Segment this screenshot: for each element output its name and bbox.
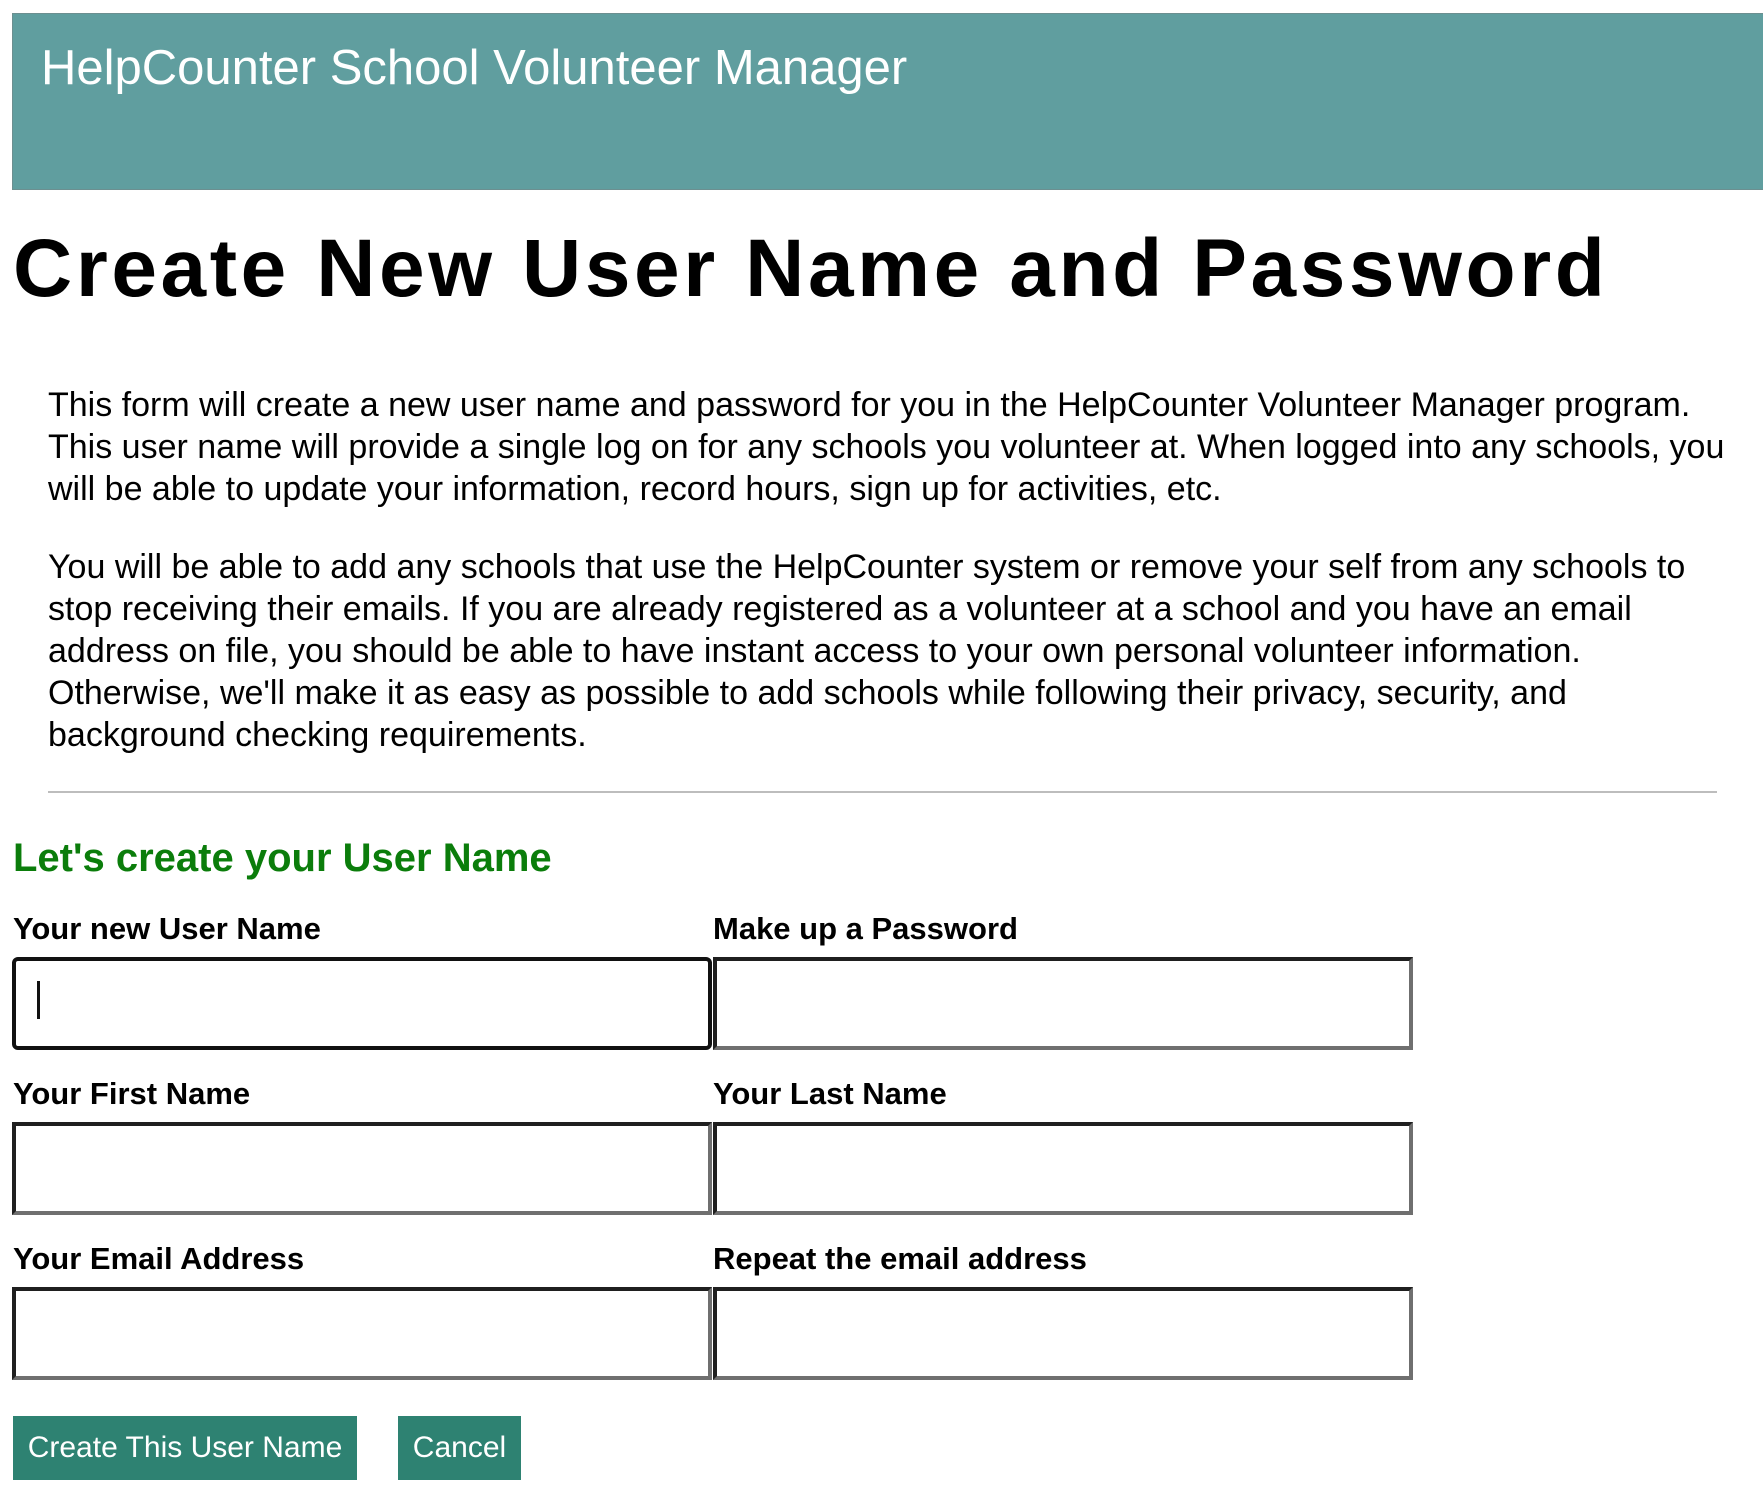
create-user-name-button[interactable]: Create This User Name xyxy=(13,1416,357,1480)
cancel-button[interactable]: Cancel xyxy=(398,1416,521,1480)
section-title: Let's create your User Name xyxy=(13,836,552,880)
divider xyxy=(48,791,1717,793)
page-title: Create New User Name and Password xyxy=(13,223,1609,314)
app-title: HelpCounter School Volunteer Manager xyxy=(41,41,908,95)
text-caret xyxy=(37,981,40,1019)
intro-paragraph: You will be able to add any schools that use the HelpCounter system or remove your self from any schools to stop receiving their emails. If you are already registered as a volunteer at a school and you have an email address on file, you should be able to have instant access to your own personal volunteer information. Otherwise, we'll make it as easy as possible to add schools while following their privacy, security, and background checking requirements. xyxy=(48,548,1686,754)
last-name-input[interactable] xyxy=(713,1122,1413,1215)
first-name-label: Your First Name xyxy=(13,1076,251,1111)
user-name-input[interactable] xyxy=(12,957,712,1050)
app-header xyxy=(12,13,1763,190)
password-label: Make up a Password xyxy=(713,911,1018,946)
user-name-field-wrapper xyxy=(12,957,712,1050)
user-name-label: Your new User Name xyxy=(13,911,321,946)
first-name-input[interactable] xyxy=(12,1122,712,1215)
last-name-label: Your Last Name xyxy=(713,1076,947,1111)
repeat-email-input[interactable] xyxy=(713,1287,1413,1380)
intro-text-2 xyxy=(48,546,1748,756)
email-label: Your Email Address xyxy=(13,1241,305,1276)
intro-text-1 xyxy=(48,384,1748,510)
password-input[interactable] xyxy=(713,957,1413,1050)
intro-paragraph: This form will create a new user name and password for you in the HelpCounter Volunteer Manager program. This user name will provide a single log on for any schools you volunteer at. When logged into any schools, you will be able to update your information, record hours, sign up for activities, etc. xyxy=(48,386,1725,508)
email-input[interactable] xyxy=(12,1287,712,1380)
repeat-email-label: Repeat the email address xyxy=(713,1241,1087,1276)
